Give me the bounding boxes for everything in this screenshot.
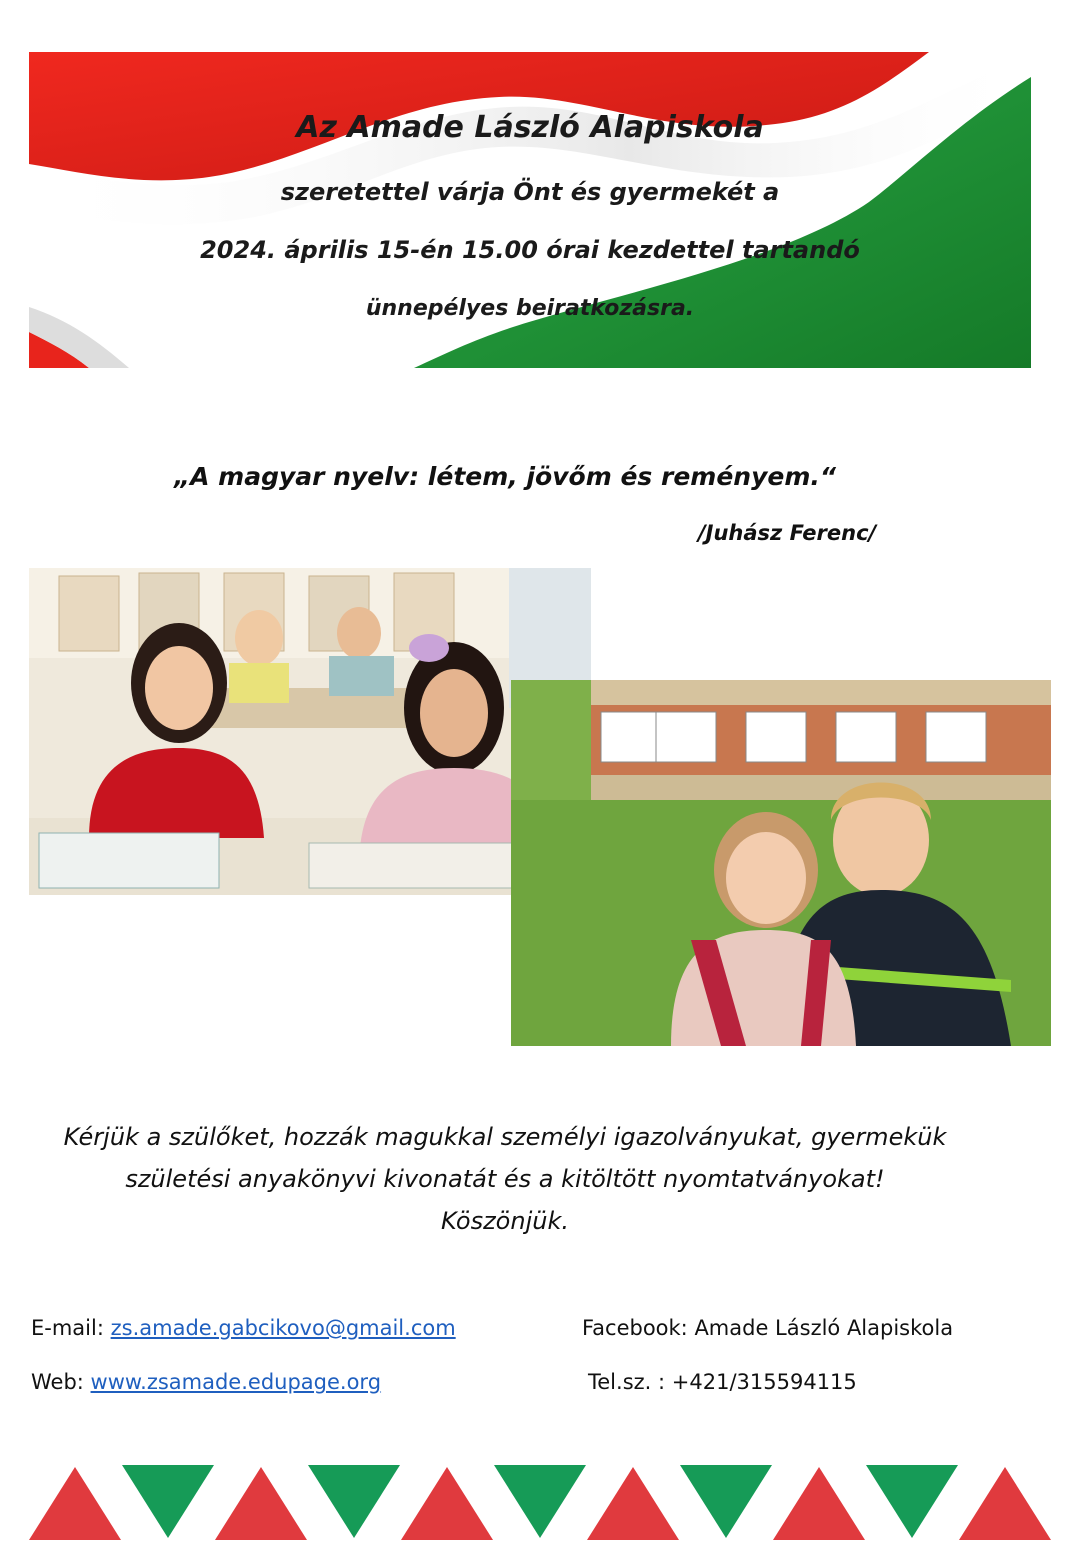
- phone-contact: [588, 1370, 857, 1394]
- email-link[interactable]: zs.amade.gabcikovo@gmail.com: [110, 1316, 456, 1340]
- red-triangle-up: [401, 1467, 493, 1540]
- notice-line-1: Kérjük a szülőket, hozzák magukkal személyi igazolványukat, gyermekük: [63, 1123, 947, 1151]
- school-name-heading: Az Amade László Alapiskola: [296, 110, 764, 145]
- red-triangle-up: [959, 1467, 1051, 1540]
- website-link[interactable]: www.zsamade.edupage.org: [90, 1370, 382, 1394]
- red-triangle-up: [29, 1467, 121, 1540]
- notice-line-2: születési anyakönyvi kivonatát és a kitöltött nyomtatványokat!: [125, 1165, 885, 1193]
- event-line: ünnepélyes beiratkozásra.: [365, 296, 695, 321]
- notice-thanks: Köszönjük.: [441, 1207, 569, 1235]
- header-banner: [29, 52, 1031, 368]
- green-triangle-down: [494, 1465, 586, 1538]
- web-label: Web:: [31, 1370, 84, 1394]
- invitation-line: szeretettel várja Önt és gyermekét a: [280, 178, 780, 206]
- green-triangle-down: [680, 1465, 772, 1538]
- red-triangle-up: [587, 1467, 679, 1540]
- facebook-contact: [582, 1316, 953, 1340]
- phone-value: +421/315594115: [671, 1370, 857, 1394]
- quote-author: /Juhász Ferenc/: [698, 521, 877, 545]
- outdoor-kids-photo: [511, 680, 1051, 1046]
- triangle-decoration-strip: [29, 1462, 1059, 1542]
- red-triangle-up: [215, 1467, 307, 1540]
- green-triangle-down: [122, 1465, 214, 1538]
- green-triangle-down: [308, 1465, 400, 1538]
- email-contact: [31, 1316, 456, 1340]
- email-label: E-mail:: [31, 1316, 104, 1340]
- parent-notice: [0, 1116, 1010, 1242]
- red-triangle-up: [773, 1467, 865, 1540]
- classroom-photo: [29, 568, 591, 895]
- web-contact: [31, 1370, 381, 1394]
- green-triangle-down: [866, 1465, 958, 1538]
- facebook-label: Facebook:: [582, 1316, 688, 1340]
- date-time-line: 2024. április 15-én 15.00 órai kezdettel tartandó: [200, 236, 860, 264]
- phone-label: Tel.sz. :: [588, 1370, 666, 1394]
- quote-text: „A magyar nyelv: létem, jövőm és reményem.“: [174, 462, 836, 491]
- facebook-value: Amade László Alapiskola: [694, 1316, 954, 1340]
